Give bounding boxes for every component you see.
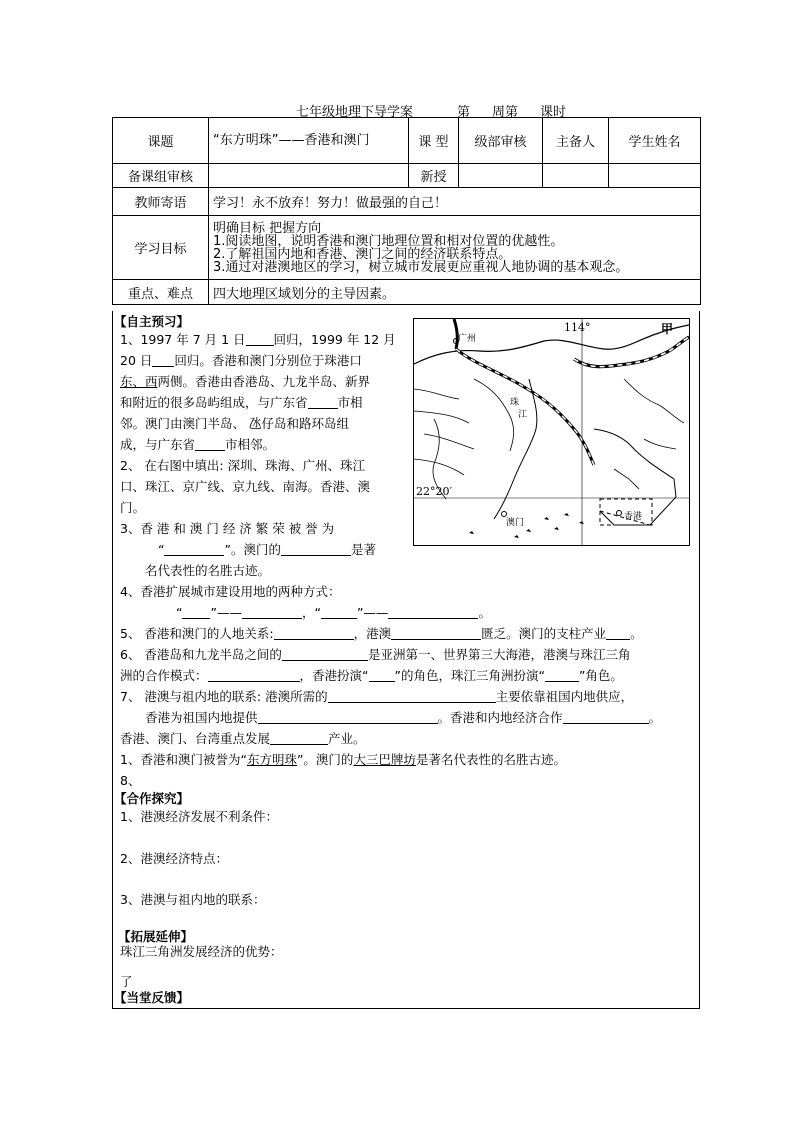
preview-line-21: 1、香港和澳门被誉为“东方明珠”。澳门的大三巴牌坊是著名代表性的名胜古迹。 <box>120 752 566 767</box>
map-jiang-label: 江 <box>518 410 528 420</box>
preview-line-8: 口、珠江、京广线、京九线、南海。香港、澳 <box>120 479 371 494</box>
preview-line-22: 8、 <box>120 773 141 788</box>
type-label: 课 型 <box>409 118 459 164</box>
blank[interactable] <box>152 353 174 367</box>
grade-review-label: 级部审核 <box>459 118 543 164</box>
explore-q3: 3、港澳与祖内地的联系： <box>120 892 266 907</box>
preview-line-19: 香港为祖国内地提供 。香港和内地经济合作 。 <box>145 710 662 725</box>
goal-line: 2.了解祖国内地和香港、澳门之间的经济联系特点。 <box>213 246 512 262</box>
map-jia-label: 甲 <box>661 322 674 336</box>
goals-cell <box>209 216 701 280</box>
subject-value: “东方明珠”——香港和澳门 <box>209 118 409 164</box>
preview-line-3: 东、西两侧。香港由香港岛、九龙半岛、新界 <box>120 374 371 389</box>
preview-line-15: 5、 香港和澳门的人地关系: ，港澳 匮乏。澳门的支柱产业 。 <box>120 626 643 641</box>
map-guangzhou-label: 广州 <box>458 334 477 344</box>
map-hongkong-label: 香港 <box>624 512 643 522</box>
group-review-cell[interactable] <box>209 164 409 188</box>
blank[interactable] <box>308 395 338 409</box>
blank[interactable] <box>270 731 328 745</box>
teacher-msg-label: 教师寄语 <box>113 188 209 216</box>
goal-line: 3.通过对港澳地区的学习，树立城市发展更应重视人地协调的基本观念。 <box>213 259 629 275</box>
key-value: 四大地理区域划分的主导因素。 <box>209 280 701 305</box>
feedback-heading: 【当堂反馈】 <box>114 990 190 1005</box>
type-value: 新授 <box>409 164 459 188</box>
teacher-msg: 学习！永不放弃！努力！做最强的自己！ <box>209 188 701 216</box>
preview-line-11: “ ”。澳门的 是著 <box>158 542 376 557</box>
student-name-label: 学生姓名 <box>609 118 701 164</box>
worksheet-title: 七年级地理下导学案 <box>296 105 414 120</box>
blank[interactable] <box>182 605 210 619</box>
blank[interactable] <box>274 626 354 640</box>
blank[interactable] <box>391 626 481 640</box>
blank[interactable] <box>195 437 225 451</box>
blank[interactable] <box>282 647 368 661</box>
blank[interactable] <box>328 689 496 703</box>
blank[interactable] <box>164 542 224 556</box>
map-lat-label: 22°20′ <box>416 485 452 498</box>
preview-line-13: 4、香港扩展城市建设用地的两种方式： <box>120 584 341 599</box>
goals-label: 学习目标 <box>113 216 209 280</box>
explore-q2: 2、港澳经济特点： <box>120 851 228 866</box>
extend-heading: 【拓展延伸】 <box>118 929 194 944</box>
map-zhu-label: 珠 <box>510 398 520 408</box>
preview-line-10: 3、香 港 和 澳 门 经 济 繁 荣 被 誉 为 <box>120 521 335 536</box>
blank[interactable] <box>246 332 274 346</box>
blank[interactable] <box>545 668 579 682</box>
goal-line: 1.阅读地图，说明香港和澳门地理位置和相对位置的优越性。 <box>213 233 564 249</box>
blank[interactable] <box>606 626 630 640</box>
week-prefix: 第 <box>457 105 471 120</box>
preview-line-12: 名代表性的名胜古迹。 <box>145 563 271 578</box>
explore-heading: 【合作探究】 <box>114 791 190 806</box>
preview-line-2: 20 日 回归。香港和澳门分别位于珠港口 <box>120 353 362 368</box>
subject-label: 课题 <box>113 118 209 164</box>
preparer-label: 主备人 <box>543 118 609 164</box>
preview-line-1: 1、1997 年 7 月 1 日 回归，1999 年 12 月 <box>120 332 396 347</box>
hk-macau-map <box>413 318 690 546</box>
preview-line-17: 洲的合作模式： ，香港扮演“ ”的角色，珠江三角洲扮演“ ”角色。 <box>120 668 623 683</box>
blank[interactable] <box>388 605 478 619</box>
extend-q1: 珠江三角洲发展经济的优势： <box>120 944 283 959</box>
preview-line-4: 和附近的很多岛屿组成，与广东省 市相 <box>120 395 363 410</box>
preview-line-18: 7、 港澳与祖内地的联系: 港澳所需的 主要依靠祖国内地供应， <box>120 689 634 704</box>
preview-line-14: “ ”—— ，“ ”—— 。 <box>176 605 491 620</box>
explore-q1: 1、港澳经济发展不利条件： <box>120 809 278 824</box>
blank[interactable] <box>563 710 649 724</box>
preparer-cell[interactable] <box>543 164 609 188</box>
map-drawing <box>414 319 689 545</box>
preview-line-6: 成，与广东省 市相邻。 <box>120 437 276 452</box>
blank[interactable] <box>321 605 357 619</box>
grade-review-cell[interactable] <box>459 164 543 188</box>
key-label: 重点、难点 <box>113 280 209 305</box>
goal-line: 明确目标 把握方向 <box>213 220 322 236</box>
blank[interactable] <box>369 668 395 682</box>
student-name-cell[interactable] <box>609 164 701 188</box>
preview-line-7: 2、 在右图中填出: 深圳、珠海、广州、珠江 <box>120 458 366 473</box>
map-macau-label: 澳门 <box>506 518 525 528</box>
preview-line-9: 门。 <box>120 500 146 515</box>
blank[interactable] <box>242 605 302 619</box>
blank[interactable] <box>258 710 438 724</box>
blank[interactable] <box>208 668 300 682</box>
preview-heading: 【自主预习】 <box>114 314 190 329</box>
extend-q2: 了 <box>120 974 133 989</box>
preview-line-5: 邻。澳门由澳门半岛、 氹仔岛和路环岛组 <box>120 416 349 431</box>
group-review-label: 备课组审核 <box>113 164 209 188</box>
map-lon-label: 114° <box>564 321 591 334</box>
preview-line-20: 香港、澳门、台湾重点发展 产业。 <box>120 731 366 746</box>
week-mid: 周第 <box>492 105 519 120</box>
blank[interactable] <box>281 542 351 556</box>
info-table <box>112 117 701 305</box>
preview-line-16: 6、 香港岛和九龙半岛之间的 是亚洲第一、世界第三大海港，港澳与珠江三角 <box>120 647 631 662</box>
week-suffix: 课时 <box>540 105 567 120</box>
